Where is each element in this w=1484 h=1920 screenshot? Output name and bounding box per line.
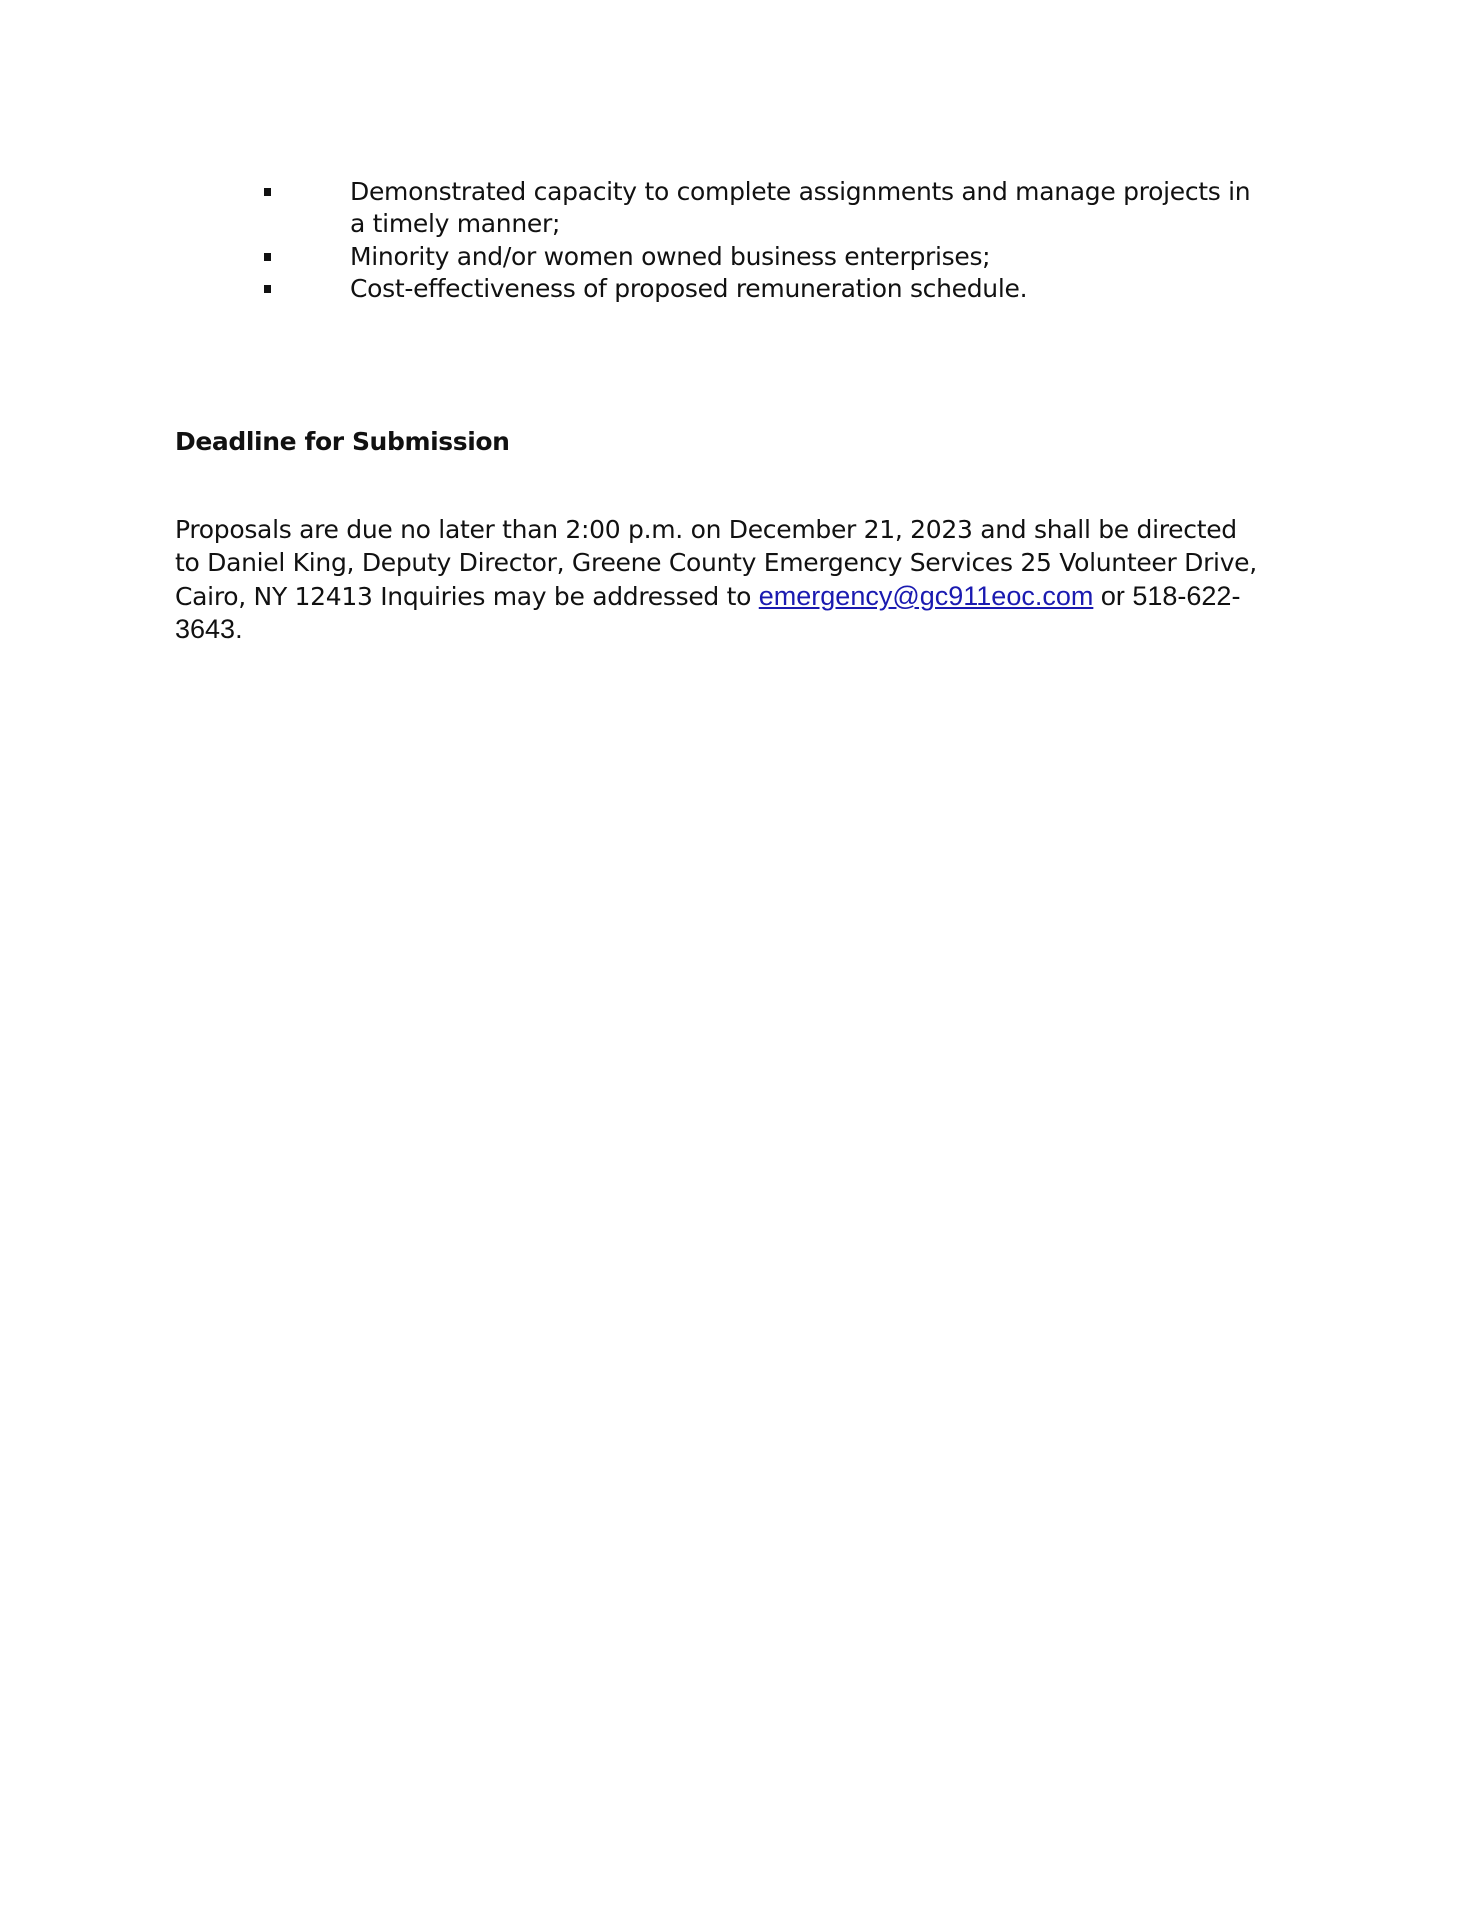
paragraph-line: to Daniel King, Deputy Director, Greene County Emergency Services 25 Volunteer Drive,	[175, 548, 1257, 577]
paragraph-line	[175, 580, 1240, 613]
bullet-square-icon	[264, 188, 271, 196]
list-item-line: Cost-effectiveness of proposed remuneration schedule.	[350, 274, 1028, 303]
list-item-line: Minority and/or women owned business enterprises;	[350, 242, 991, 271]
paragraph-line: 3643.	[175, 614, 243, 644]
bullet-square-icon	[264, 285, 271, 293]
phone-number-part: or 518-622-	[1093, 581, 1241, 611]
paragraph-line: Proposals are due no later than 2:00 p.m. on December 21, 2023 and shall be directed	[175, 515, 1237, 544]
list-item-line: Demonstrated capacity to complete assignments and manage projects in	[350, 177, 1251, 206]
paragraph-text: Cairo, NY 12413 Inquiries may be addressed to	[175, 582, 759, 611]
list-item-line: a timely manner;	[350, 209, 561, 238]
bullet-square-icon	[264, 253, 271, 261]
section-heading: Deadline for Submission	[175, 427, 510, 456]
email-link[interactable]: emergency@gc911eoc.com	[758, 581, 1094, 611]
